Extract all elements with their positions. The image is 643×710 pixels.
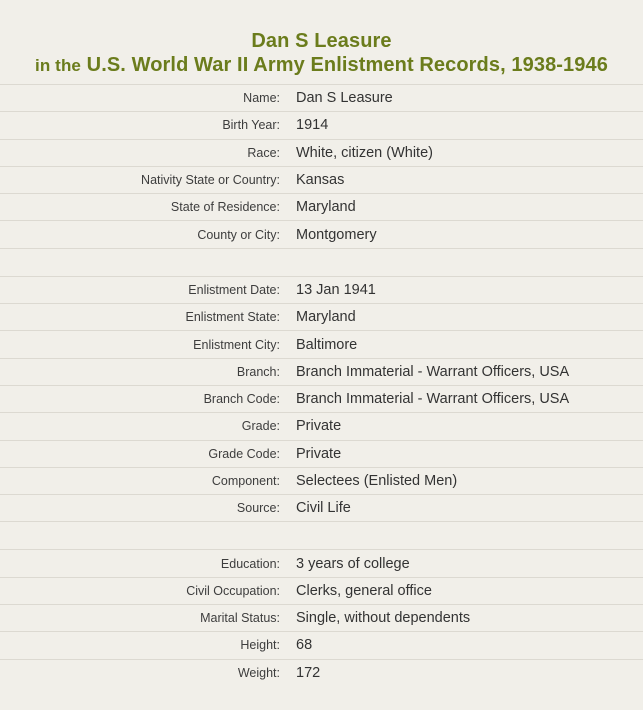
record-row bbox=[0, 577, 643, 604]
collection-title-name: U.S. World War II Army Enlistment Records, 1938-1946 bbox=[86, 54, 608, 76]
field-value: Dan S Leasure bbox=[296, 90, 393, 107]
field-value: 3 years of college bbox=[296, 555, 410, 572]
record-row bbox=[0, 385, 643, 412]
field-value: Baltimore bbox=[296, 336, 358, 353]
field-value: Maryland bbox=[296, 309, 356, 326]
field-label: Name: bbox=[243, 91, 280, 106]
collection-title-prefix: in the bbox=[35, 56, 81, 75]
field-label: County or City: bbox=[197, 227, 280, 242]
field-label: Birth Year: bbox=[222, 118, 280, 133]
record-row bbox=[0, 631, 643, 658]
field-label: Weight: bbox=[237, 665, 280, 680]
field-value: Maryland bbox=[296, 199, 356, 216]
field-label: Race: bbox=[247, 145, 280, 160]
record-row bbox=[0, 604, 643, 631]
field-value: 172 bbox=[296, 664, 321, 681]
record-row bbox=[0, 220, 643, 247]
field-value: Private bbox=[296, 445, 342, 462]
field-label: Branch: bbox=[236, 364, 280, 379]
field-value: Civil Life bbox=[296, 500, 351, 517]
field-value: Clerks, general office bbox=[296, 582, 432, 599]
field-value: 1914 bbox=[296, 117, 329, 134]
record-row bbox=[0, 412, 643, 439]
field-value: Kansas bbox=[296, 172, 345, 189]
field-value: Selectees (Enlisted Men) bbox=[296, 473, 458, 489]
field-label: Branch Code: bbox=[203, 392, 280, 407]
field-label: State of Residence: bbox=[170, 200, 280, 215]
field-value: Branch Immaterial - Warrant Officers, USA bbox=[296, 363, 570, 380]
field-value: Single, without dependents bbox=[296, 610, 471, 627]
field-label: Enlistment Date: bbox=[188, 282, 280, 297]
section-spacer bbox=[0, 248, 643, 276]
record-row bbox=[0, 659, 643, 686]
field-label: Marital Status: bbox=[200, 611, 280, 626]
field-label: Source: bbox=[236, 501, 280, 516]
person-name-title: Dan S Leasure bbox=[251, 30, 392, 52]
field-label: Grade: bbox=[241, 419, 280, 434]
field-label: Education: bbox=[220, 556, 280, 571]
record-row bbox=[0, 467, 643, 494]
record-row bbox=[0, 549, 643, 576]
field-label: Height: bbox=[240, 638, 280, 653]
record-row bbox=[0, 494, 643, 521]
section-spacer bbox=[0, 521, 643, 549]
record-row bbox=[0, 139, 643, 166]
field-value: White, citizen (White) bbox=[296, 144, 433, 161]
record-row bbox=[0, 166, 643, 193]
field-value: 13 Jan 1941 bbox=[296, 281, 376, 298]
field-value: Montgomery bbox=[296, 226, 377, 243]
record-row bbox=[0, 276, 643, 303]
record-header bbox=[0, 0, 643, 78]
record-row bbox=[0, 303, 643, 330]
field-label: Component: bbox=[211, 474, 280, 488]
field-label: Enlistment State: bbox=[185, 310, 280, 325]
collection-title bbox=[0, 53, 643, 78]
field-label: Grade Code: bbox=[208, 446, 280, 461]
record-row bbox=[0, 111, 643, 138]
field-label: Nativity State or Country: bbox=[141, 173, 280, 188]
field-value: Private bbox=[296, 418, 342, 435]
record-row bbox=[0, 330, 643, 357]
record-row bbox=[0, 193, 643, 220]
record-details-table bbox=[0, 84, 643, 686]
record-row bbox=[0, 84, 643, 111]
field-label: Enlistment City: bbox=[193, 337, 280, 352]
field-label: Civil Occupation: bbox=[186, 583, 280, 598]
field-value: 68 bbox=[296, 637, 313, 654]
record-row bbox=[0, 440, 643, 467]
field-value: Branch Immaterial - Warrant Officers, USA bbox=[296, 391, 570, 408]
record-row bbox=[0, 358, 643, 385]
